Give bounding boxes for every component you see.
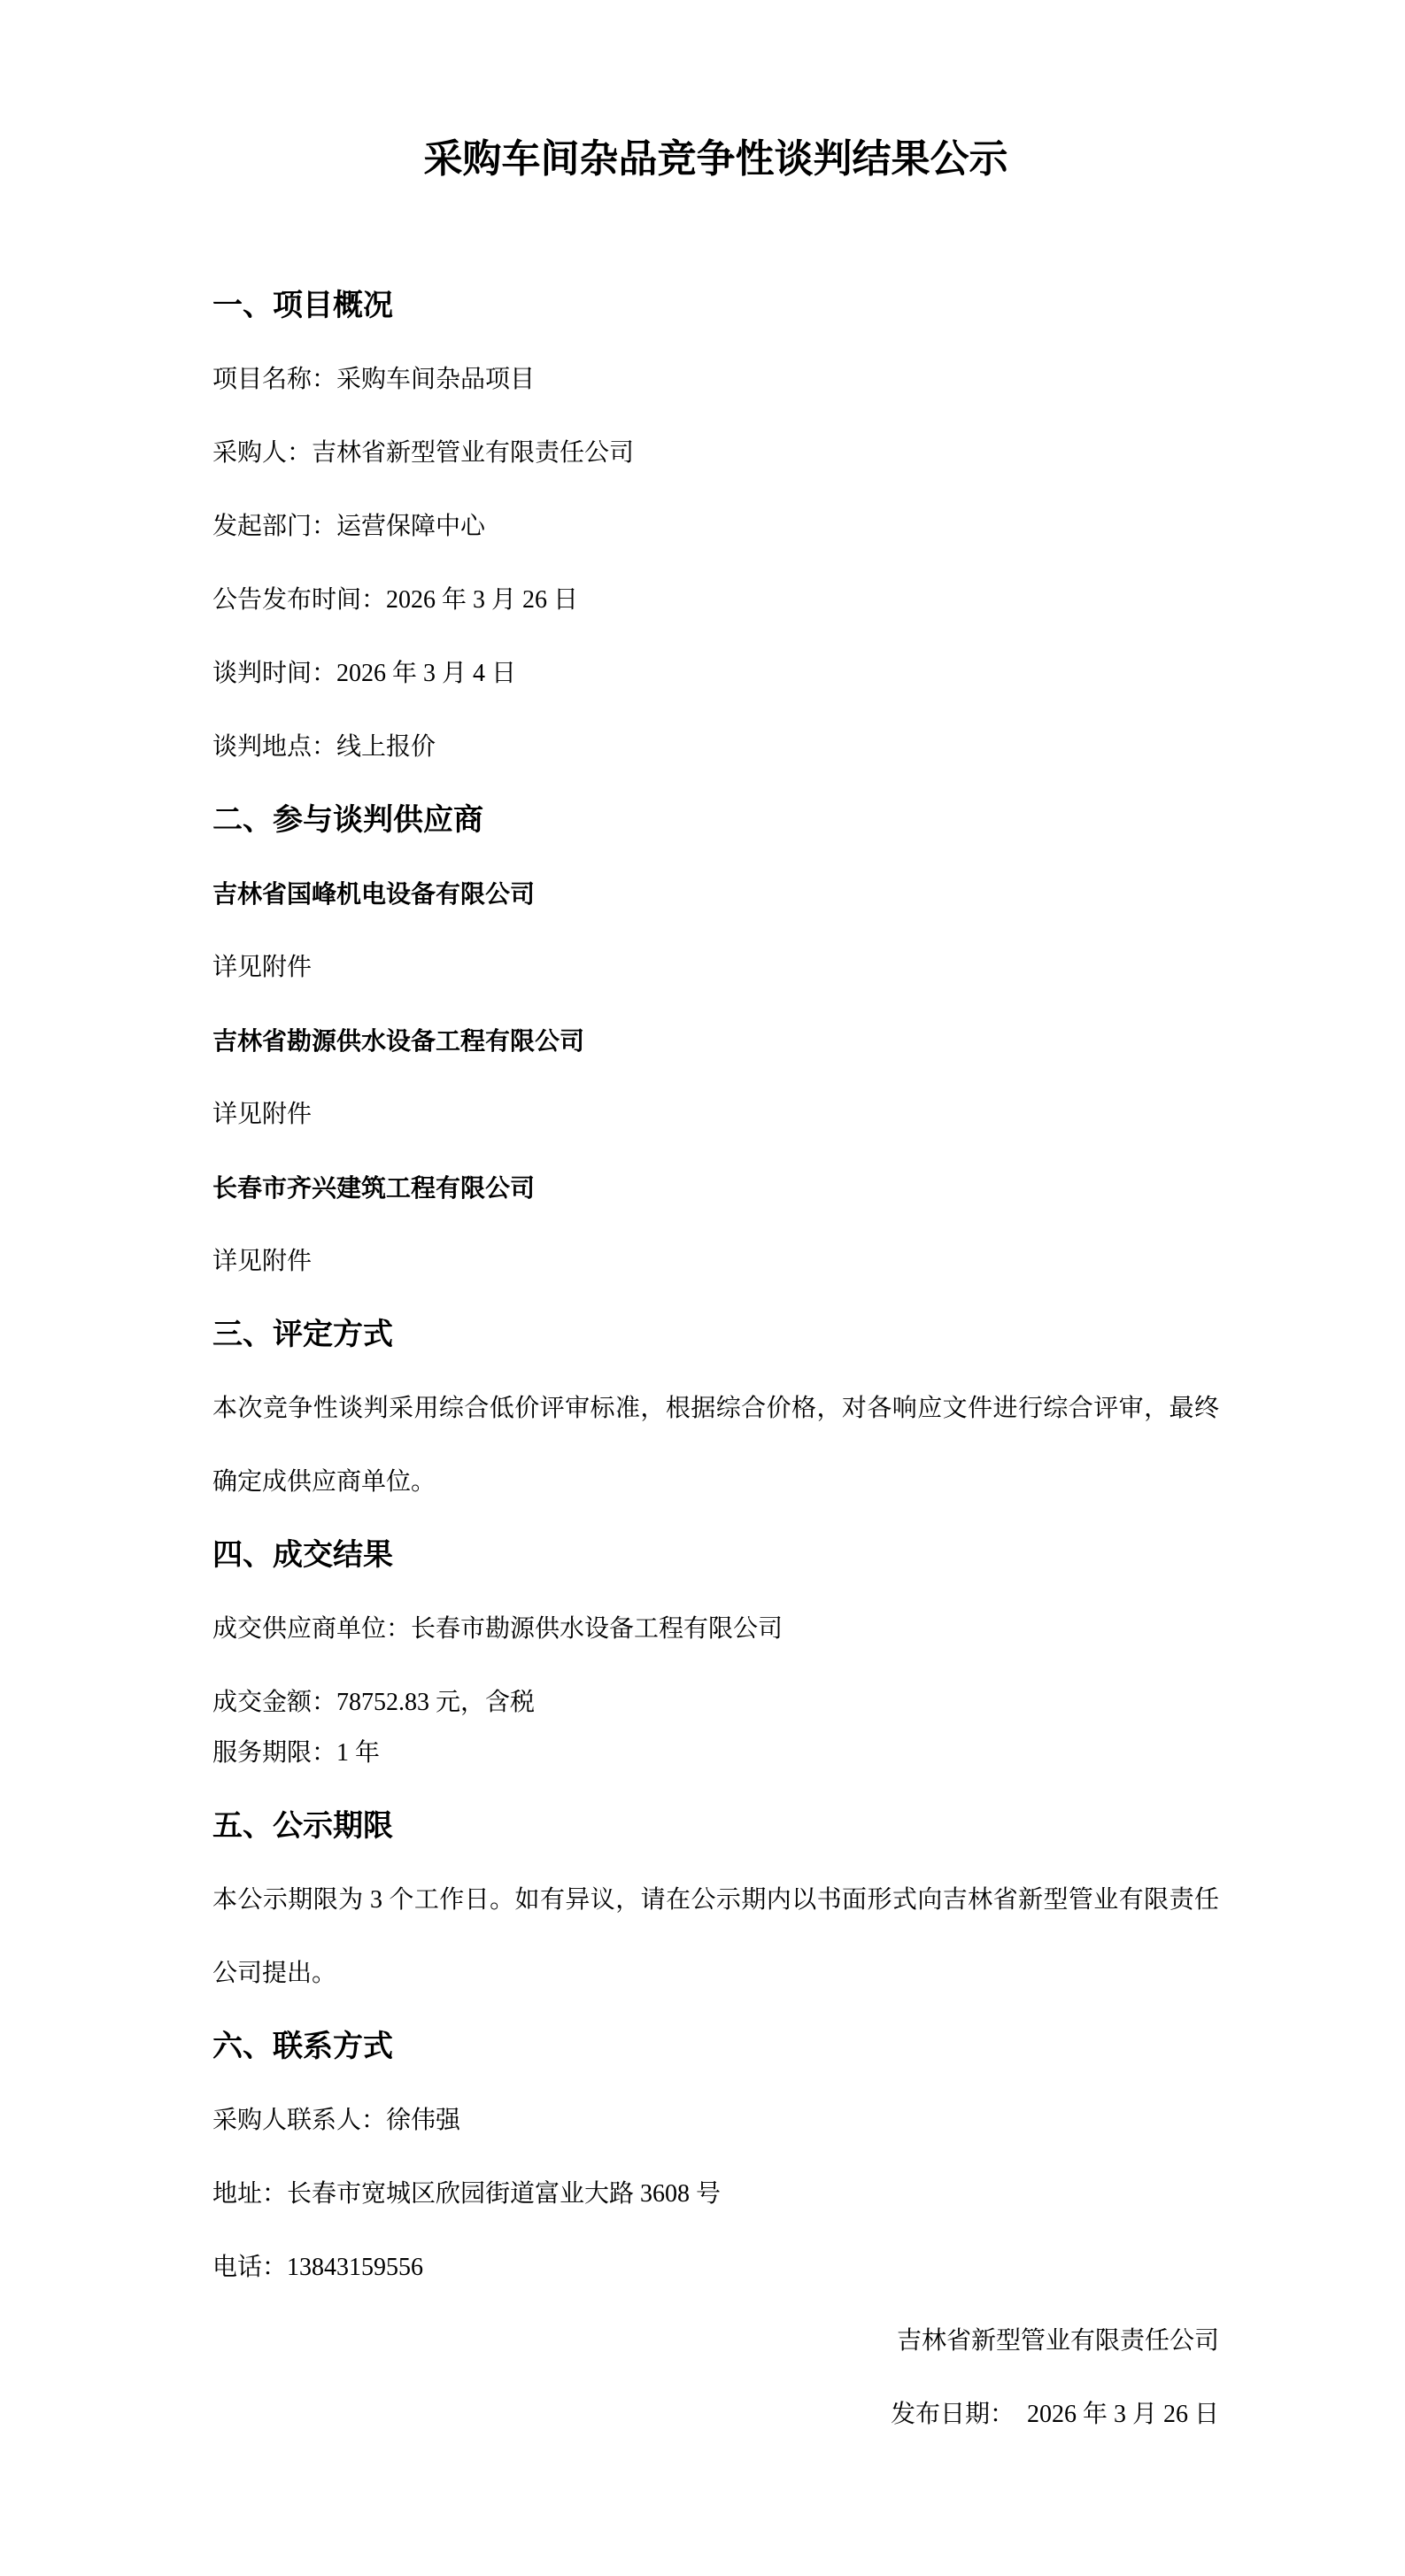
supplier-attachment-note: 详见附件	[212, 954, 313, 981]
section-suppliers	[212, 784, 1219, 1298]
section-suppliers-heading: 二、参与谈判供应商	[212, 803, 483, 837]
publicity-period-paragraph: 本公示期限为 3 个工作日。如有异议，请在公示期内以书面形式向吉林省新型管业有限责任公司提出。	[212, 1886, 1219, 1987]
service-term-line: 服务期限：1 年	[212, 1739, 381, 1767]
negotiation-location-line: 谈判地点：线上报价	[212, 733, 436, 761]
supplier-attachment-note: 详见附件	[212, 1101, 313, 1128]
section-evaluation-method	[212, 1298, 1219, 1519]
section-deal-result	[212, 1519, 1219, 1790]
footer-company: 吉林省新型管业有限责任公司	[896, 2327, 1219, 2355]
project-name-line: 项目名称：采购车间杂品项目	[212, 366, 536, 393]
initiating-department-line: 发起部门：运营保障中心	[212, 513, 486, 540]
purchaser-line: 采购人：吉林省新型管业有限责任公司	[212, 439, 635, 467]
section-contact-info-heading: 六、联系方式	[212, 2030, 393, 2063]
supplier-attachment-note: 详见附件	[212, 1248, 313, 1275]
phone-line: 电话：13843159556	[212, 2254, 424, 2281]
deal-amount-line: 成交金额：78752.83 元，含税	[212, 1689, 536, 1716]
evaluation-method-paragraph: 本次竞争性谈判采用综合低价评审标准，根据综合价格，对各响应文件进行综合评审，最终确定成供应商单位。	[212, 1395, 1219, 1496]
section-project-overview	[212, 269, 1219, 784]
contact-person-line: 采购人联系人：徐伟强	[212, 2107, 461, 2134]
section-publicity-period-heading: 五、公示期限	[212, 1809, 393, 1843]
winning-supplier-line: 成交供应商单位：长春市勘源供水设备工程有限公司	[212, 1615, 784, 1643]
section-evaluation-method-heading: 三、评定方式	[212, 1318, 393, 1351]
section-deal-result-heading: 四、成交结果	[212, 1538, 393, 1572]
section-publicity-period	[212, 1790, 1219, 2010]
section-project-overview-heading: 一、项目概况	[212, 289, 393, 322]
supplier-name: 吉林省勘源供水设备工程有限公司	[212, 1027, 585, 1055]
footer-publish-date-line: 发布日期： 2026 年 3 月 26 日	[890, 2401, 1219, 2428]
announcement-date-line: 公告发布时间：2026 年 3 月 26 日	[212, 586, 579, 614]
supplier-name: 长春市齐兴建筑工程有限公司	[212, 1174, 536, 1202]
document-footer	[212, 2304, 1219, 2451]
document-title: 采购车间杂品竞争性谈判结果公示	[423, 137, 1008, 181]
negotiation-date-line: 谈判时间：2026 年 3 月 4 日	[212, 660, 517, 687]
supplier-name: 吉林省国峰机电设备有限公司	[212, 880, 536, 908]
section-contact-info	[212, 2010, 1219, 2304]
address-line: 地址：长春市宽城区欣园街道富业大路 3608 号	[212, 2180, 722, 2208]
